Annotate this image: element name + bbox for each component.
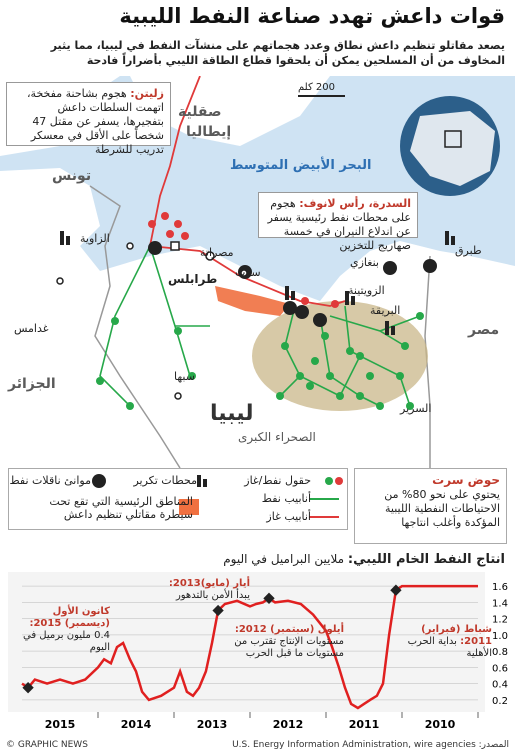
y-tick-label: 1.4 (492, 598, 508, 610)
footer-brand: © GRAPHIC NEWS (6, 740, 88, 750)
city-tobruk: طبرق (455, 244, 482, 257)
label-sicily: صقلية (178, 104, 222, 120)
note-zliten (6, 82, 171, 156)
city-sabha: سبها (174, 370, 195, 383)
note-sidra-head: السدرة، رأس لانوف: (299, 197, 411, 210)
city-tripoli: طرابلس (168, 272, 218, 286)
label-scale: 200 كلم (298, 82, 335, 93)
anno-may-2013-date: أيار (مايو)2013: (168, 578, 250, 589)
anno-feb-2011 (398, 624, 492, 660)
city-ghadames: غدامس (14, 322, 49, 335)
anno-sep-2012-text: مستويات الإنتاج تقترب من مستويات ما قبل الحرب (234, 636, 344, 659)
label-tunisia: تونس (52, 168, 92, 184)
note-sidra (258, 192, 418, 252)
legend-oil-pipe: أنابيب نفط (261, 492, 311, 505)
x-tick-labels (45, 712, 478, 731)
map (0, 76, 515, 496)
anno-sep-2012-date: أيلول (سبتمبر) 2012: (234, 624, 344, 635)
map-legend (8, 468, 348, 530)
note-sidra-text: هجوم على محطات نفط رئيسية يسفر عن اندلاع النيران في خمسة صهاريج للتخزين (267, 197, 411, 252)
y-tick-labels (492, 582, 508, 707)
legend-isis: المناطق الرئيسية التي تقع تحت سيطرة مقاتلي تنظيم داعش (49, 495, 193, 521)
label-italy: إيطاليا (186, 124, 232, 140)
label-desert: الصحراء الكبرى (238, 430, 316, 444)
basin-head: حوض سرت (432, 473, 500, 487)
label-sea: البحر الأبيض المتوسط (230, 158, 372, 173)
city-sirte: سرت (235, 266, 261, 279)
basin-box (354, 468, 507, 544)
city-sarir: السرير (400, 402, 432, 415)
legend-oilgas: حقول نفط/غاز (244, 474, 311, 487)
anno-feb-2011-text: بداية الحرب الأهلية (407, 636, 492, 659)
anno-may-2013-text: يبدأ الأمن بالتدهور (175, 590, 250, 601)
anno-may-2013 (160, 578, 250, 602)
y-tick-label: 0.4 (492, 679, 508, 691)
anno-dec-2015 (22, 606, 110, 654)
anno-dec-2015-date: كانون الأول (ديسمبر) 2015: (29, 606, 110, 629)
chart-unit: ملايين البراميل في اليوم (223, 552, 345, 566)
anno-feb-2011-date: شباط (فبراير) 2011: (421, 624, 492, 647)
label-algeria: الجزائر (8, 376, 56, 392)
x-tick-label: 2011 (348, 718, 380, 731)
x-tick-label: 2012 (272, 718, 304, 731)
x-tick-label: 2015 (44, 718, 76, 731)
x-tick-label: 2013 (196, 718, 228, 731)
y-tick-label: 1.2 (492, 614, 508, 626)
y-tick-label: 1.0 (492, 630, 508, 642)
legend-gas-pipe: أنابيب غاز (266, 510, 311, 523)
note-zliten-text: هجوم بشاحنة مفخخة، اتهمت السلطات داعش بتفجيرها، يسفر عن مقتل 47 شخصاً على الأقل في معسكر تدريب للشرطة (27, 87, 164, 156)
city-benghazi: بنغازي (350, 256, 379, 269)
anno-dec-2015-text: 0.4 مليون برميل في اليوم (23, 630, 110, 653)
y-tick-label: 0.8 (492, 647, 508, 659)
page-subtitle: يصعد مقاتلو تنظيم داعش نطاق وعدد هجماتهم على منشآت النفط في ليبيا، مما يثير المخاوف من أن المسلحين يمكن أن يلحقوا قطاع الطاقة الليبي بأضراراً فادحة (50, 39, 505, 67)
legend-ports: موانئ ناقلات نفط (9, 474, 91, 487)
city-brega: البريقة (370, 304, 401, 317)
city-misrata: مصراتة (200, 246, 234, 259)
legend-refinery: محطات تكرير (133, 474, 197, 487)
footer-source: U.S. Energy Information Administration, wire agencies :المصدر (232, 740, 509, 750)
x-tick-label: 2014 (120, 718, 152, 731)
city-zawiya: الزاوية (80, 232, 110, 245)
city-zuwaytina: الزويتينة (348, 284, 385, 297)
label-libya: ليبيا (210, 401, 254, 426)
page-title: قوات داعش تهدد صناعة النفط الليبية (119, 4, 505, 28)
chart-title: انتاج النفط الخام الليبي: (347, 552, 505, 567)
y-tick-label: 0.6 (492, 663, 508, 675)
chart-header (10, 552, 505, 567)
anno-sep-2012 (234, 624, 344, 660)
label-egypt: مصر (468, 322, 500, 338)
y-tick-label: 1.6 (492, 582, 508, 594)
basin-text: يحتوي على نحو 80% من الاحتياطات النفطية الليبية المؤكدة وأغلب انتاجها (384, 488, 500, 529)
x-tick-label: 2010 (424, 718, 456, 731)
note-zliten-head: زليتن: (130, 87, 164, 100)
y-tick-label: 0.2 (492, 695, 508, 707)
